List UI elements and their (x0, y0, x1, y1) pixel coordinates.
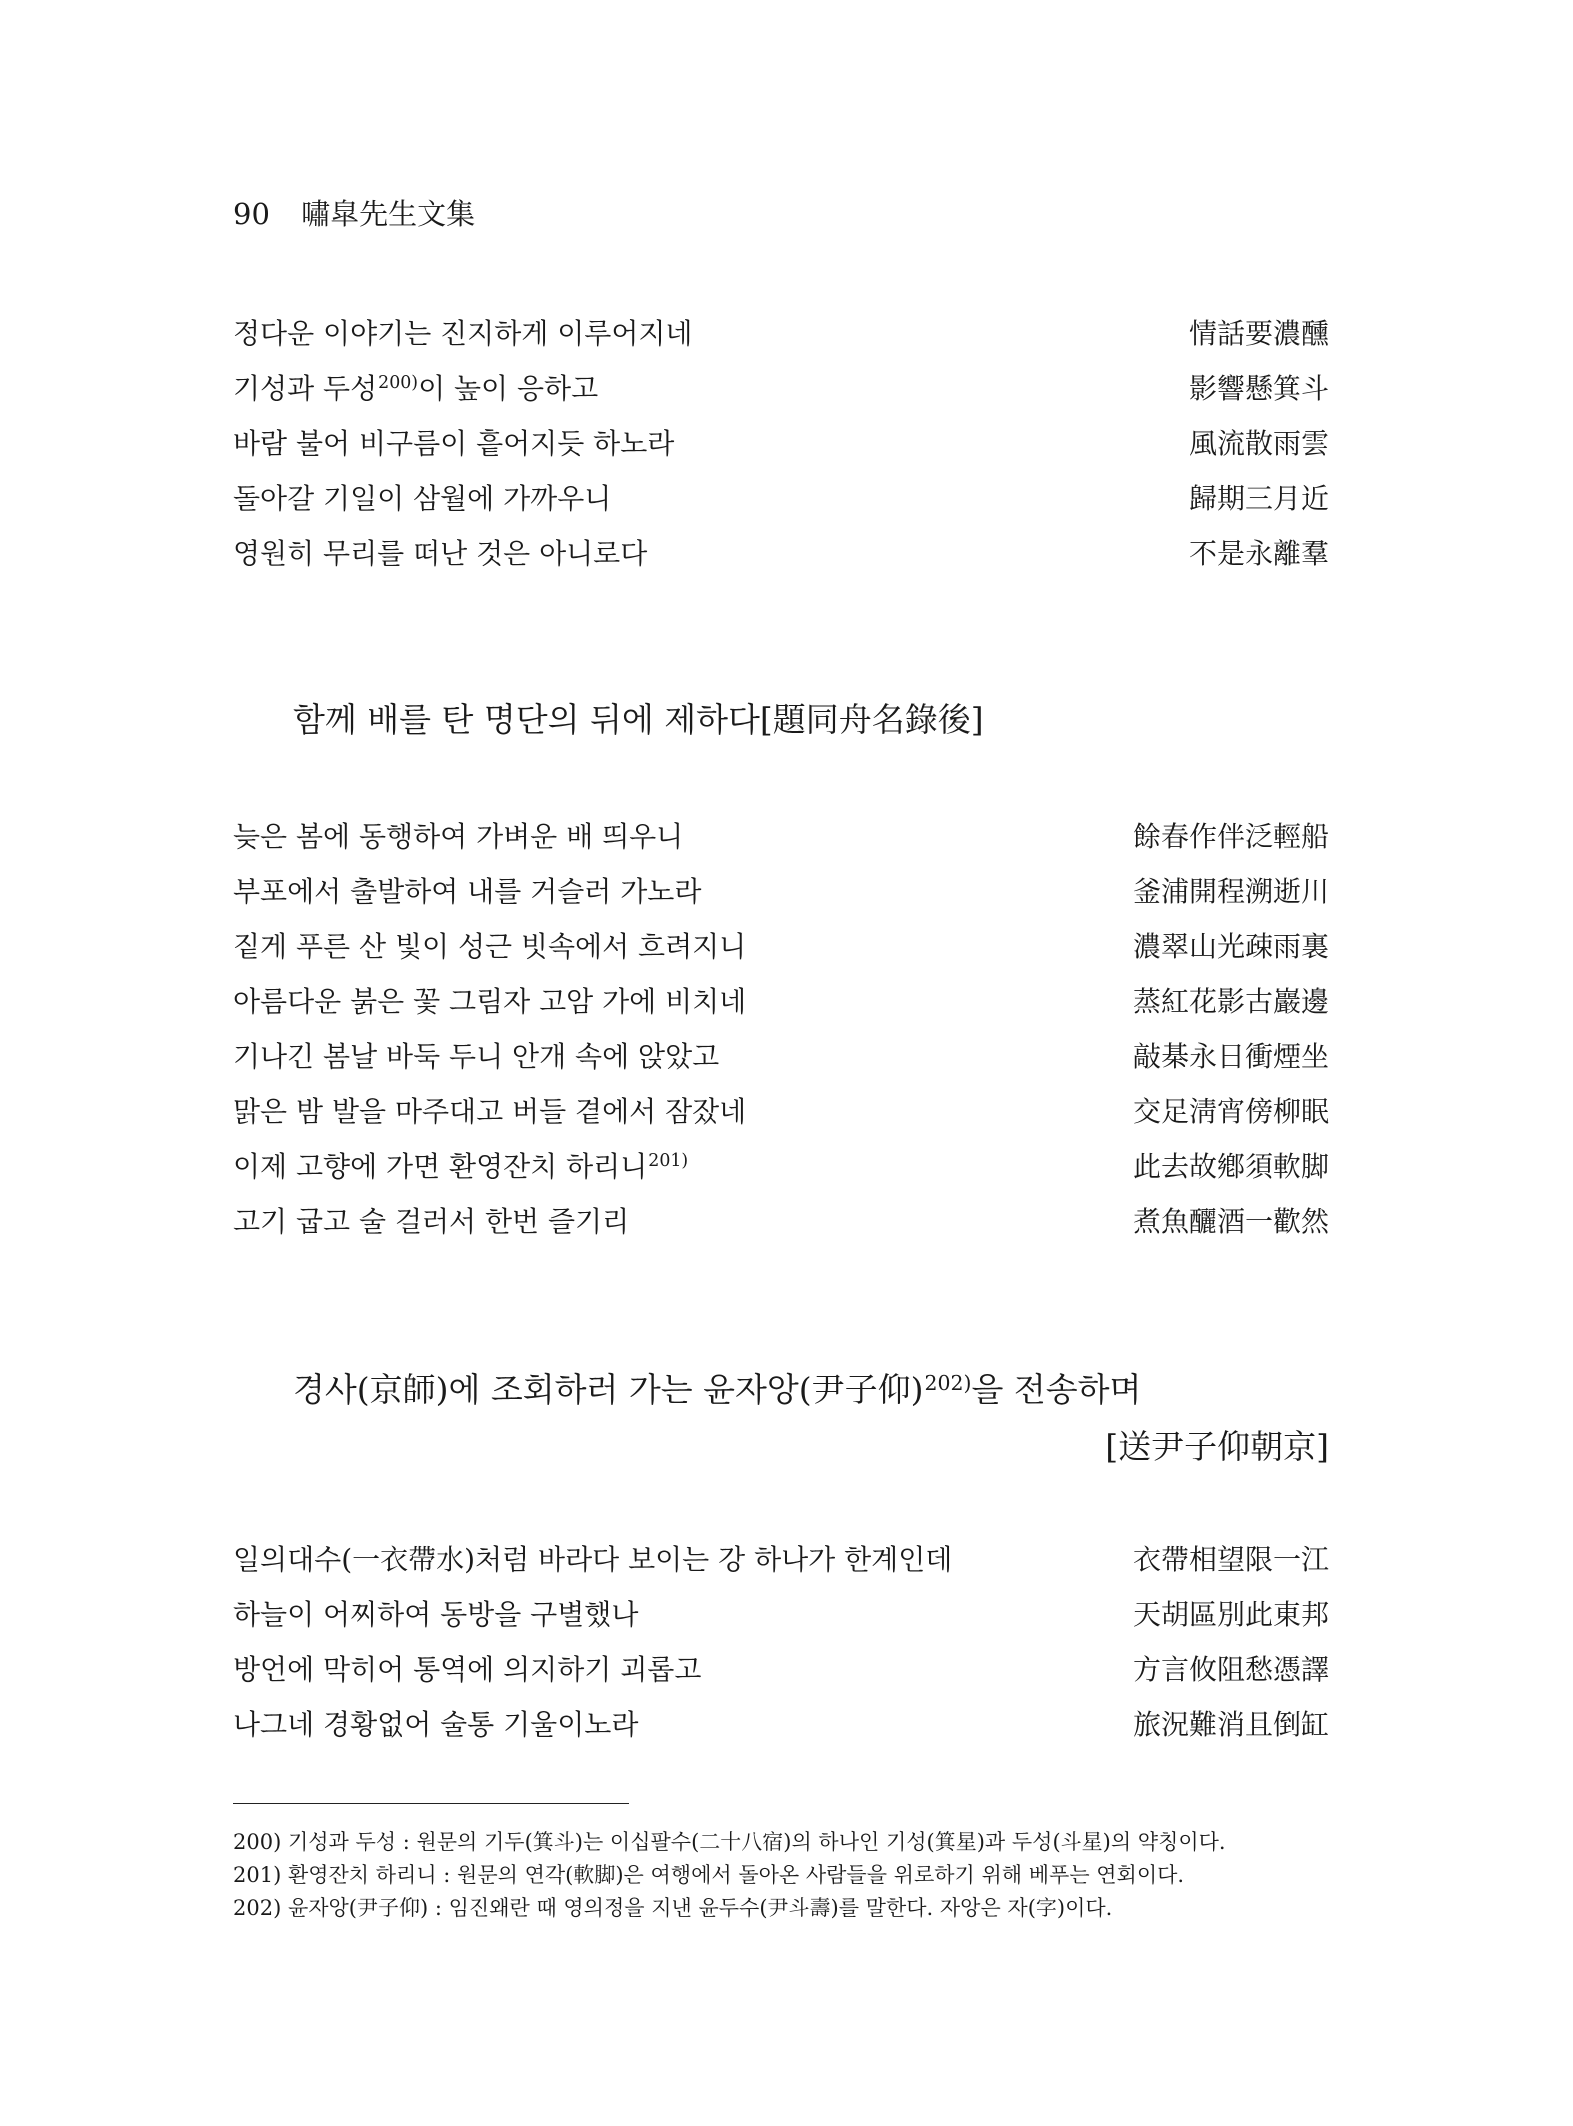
chinese-line: 煮魚釃酒一歡然 (1132, 1205, 1329, 1238)
chinese-line: 敲棊永日衝煙坐 (1132, 1040, 1329, 1073)
chinese-line: 方言攸阻愁憑譯 (1132, 1653, 1329, 1686)
poem-line (233, 1090, 1329, 1130)
poem-line (233, 532, 1329, 572)
footnote-ref[interactable]: 200) (378, 373, 419, 394)
korean-line: 방언에 막히어 통역에 의지하기 괴롭고 (233, 1653, 702, 1686)
korean-line: 맑은 밤 발을 마주대고 버들 곁에서 잠잤네 (233, 1095, 747, 1128)
chinese-line: 歸期三月近 (1188, 482, 1329, 515)
korean-line: 고기 굽고 술 걸러서 한번 즐기리 (233, 1205, 630, 1238)
footnote-201: 201) 환영잔치 하리니 : 원문의 연각(軟脚)은 여행에서 돌아온 사람들을 위로하기 위해 베푸는 연회이다. (233, 1863, 1185, 1887)
korean-line: 하늘이 어찌하여 동방을 구별했나 (233, 1598, 639, 1631)
korean-line: 바람 불어 비구름이 흩어지듯 하노라 (233, 427, 675, 460)
chinese-line: 不是永離羣 (1188, 537, 1329, 570)
poem-line (233, 1538, 1329, 1578)
korean-line: 기나긴 봄날 바둑 두니 안개 속에 앉았고 (233, 1040, 720, 1073)
chinese-line: 濃翠山光疎雨裏 (1132, 930, 1329, 963)
poem-3-subtitle: [送尹子仰朝京] (1105, 1427, 1329, 1466)
poem-line (233, 312, 1329, 352)
poem-line (233, 1703, 1329, 1743)
korean-line: 돌아갈 기일이 삼월에 가까우니 (233, 482, 612, 515)
poem-line (233, 1200, 1329, 1240)
korean-line: 아름다운 붉은 꽃 그림자 고암 가에 비치네 (233, 985, 747, 1018)
poem-line (233, 1648, 1329, 1688)
korean-line: 늦은 봄에 동행하여 가벼운 배 띄우니 (233, 820, 684, 853)
footnote-divider (233, 1803, 629, 1804)
chinese-line: 情話要濃醺 (1188, 317, 1329, 350)
footnote-200: 200) 기성과 두성 : 원문의 기두(箕斗)는 이십팔수(二十八宿)의 하나인 기성(箕星)과 두성(斗星)의 약칭이다. (233, 1830, 1226, 1854)
korean-line: 기성과 두성$^{200)}$이 높이 응하고 (233, 372, 599, 405)
poem-line (233, 815, 1329, 855)
chinese-line: 衣帶相望限一江 (1132, 1543, 1329, 1576)
chinese-line: 此去故鄕須軟脚 (1132, 1150, 1329, 1183)
poem-line (233, 925, 1329, 965)
chinese-line: 蒸紅花影古巖邊 (1132, 985, 1329, 1018)
chinese-line: 風流散雨雲 (1188, 427, 1329, 460)
korean-line: 짙게 푸른 산 빛이 성근 빗속에서 흐려지니 (233, 930, 747, 963)
chinese-line: 餘春作伴泛輕船 (1132, 820, 1329, 853)
poem-line (233, 367, 1329, 407)
footnote-ref[interactable]: 202) (924, 1370, 972, 1395)
poem-line (233, 1593, 1329, 1633)
page-header (233, 192, 475, 233)
chinese-line: 影響懸箕斗 (1188, 372, 1329, 405)
poem-line (233, 980, 1329, 1020)
footnote-202: 202) 윤자앙(尹子仰) : 임진왜란 때 영의정을 지낸 윤두수(尹斗壽)를 말한다. 자앙은 자(字)이다. (233, 1896, 1113, 1920)
poem-line (233, 422, 1329, 462)
korean-line: 정다운 이야기는 진지하게 이루어지네 (233, 317, 693, 350)
korean-line: 부포에서 출발하여 내를 거슬러 가노라 (233, 875, 702, 908)
book-title: 嘯皐先生文集 (301, 197, 476, 231)
page-number: 90 (233, 197, 270, 231)
korean-line: 나그네 경황없어 술통 기울이노라 (233, 1708, 639, 1741)
poem-line (233, 870, 1329, 910)
poem-2-title: 함께 배를 탄 명단의 뒤에 제하다[題同舟名錄後] (293, 700, 984, 739)
korean-line: 일의대수(一衣帶水)처럼 바라다 보이는 강 하나가 한계인데 (233, 1543, 953, 1576)
chinese-line: 交足淸宵傍柳眠 (1132, 1095, 1329, 1128)
poem-line (233, 477, 1329, 517)
footnote-ref[interactable]: 201) (648, 1151, 689, 1172)
chinese-line: 釜浦開程溯逝川 (1132, 875, 1329, 908)
poem-line (233, 1035, 1329, 1075)
korean-line: 이제 고향에 가면 환영잔치 하리니$^{201)}$ (233, 1150, 689, 1183)
poem-line (233, 1145, 1329, 1185)
korean-line: 영원히 무리를 떠난 것은 아니로다 (233, 537, 648, 570)
chinese-line: 旅況難消且倒缸 (1132, 1708, 1329, 1741)
poem-3-title: 경사(京師)에 조회하러 가는 윤자앙(尹子仰)$^{202)}$을 전송하며 (293, 1370, 1142, 1409)
chinese-line: 天胡區別此東邦 (1132, 1598, 1329, 1631)
